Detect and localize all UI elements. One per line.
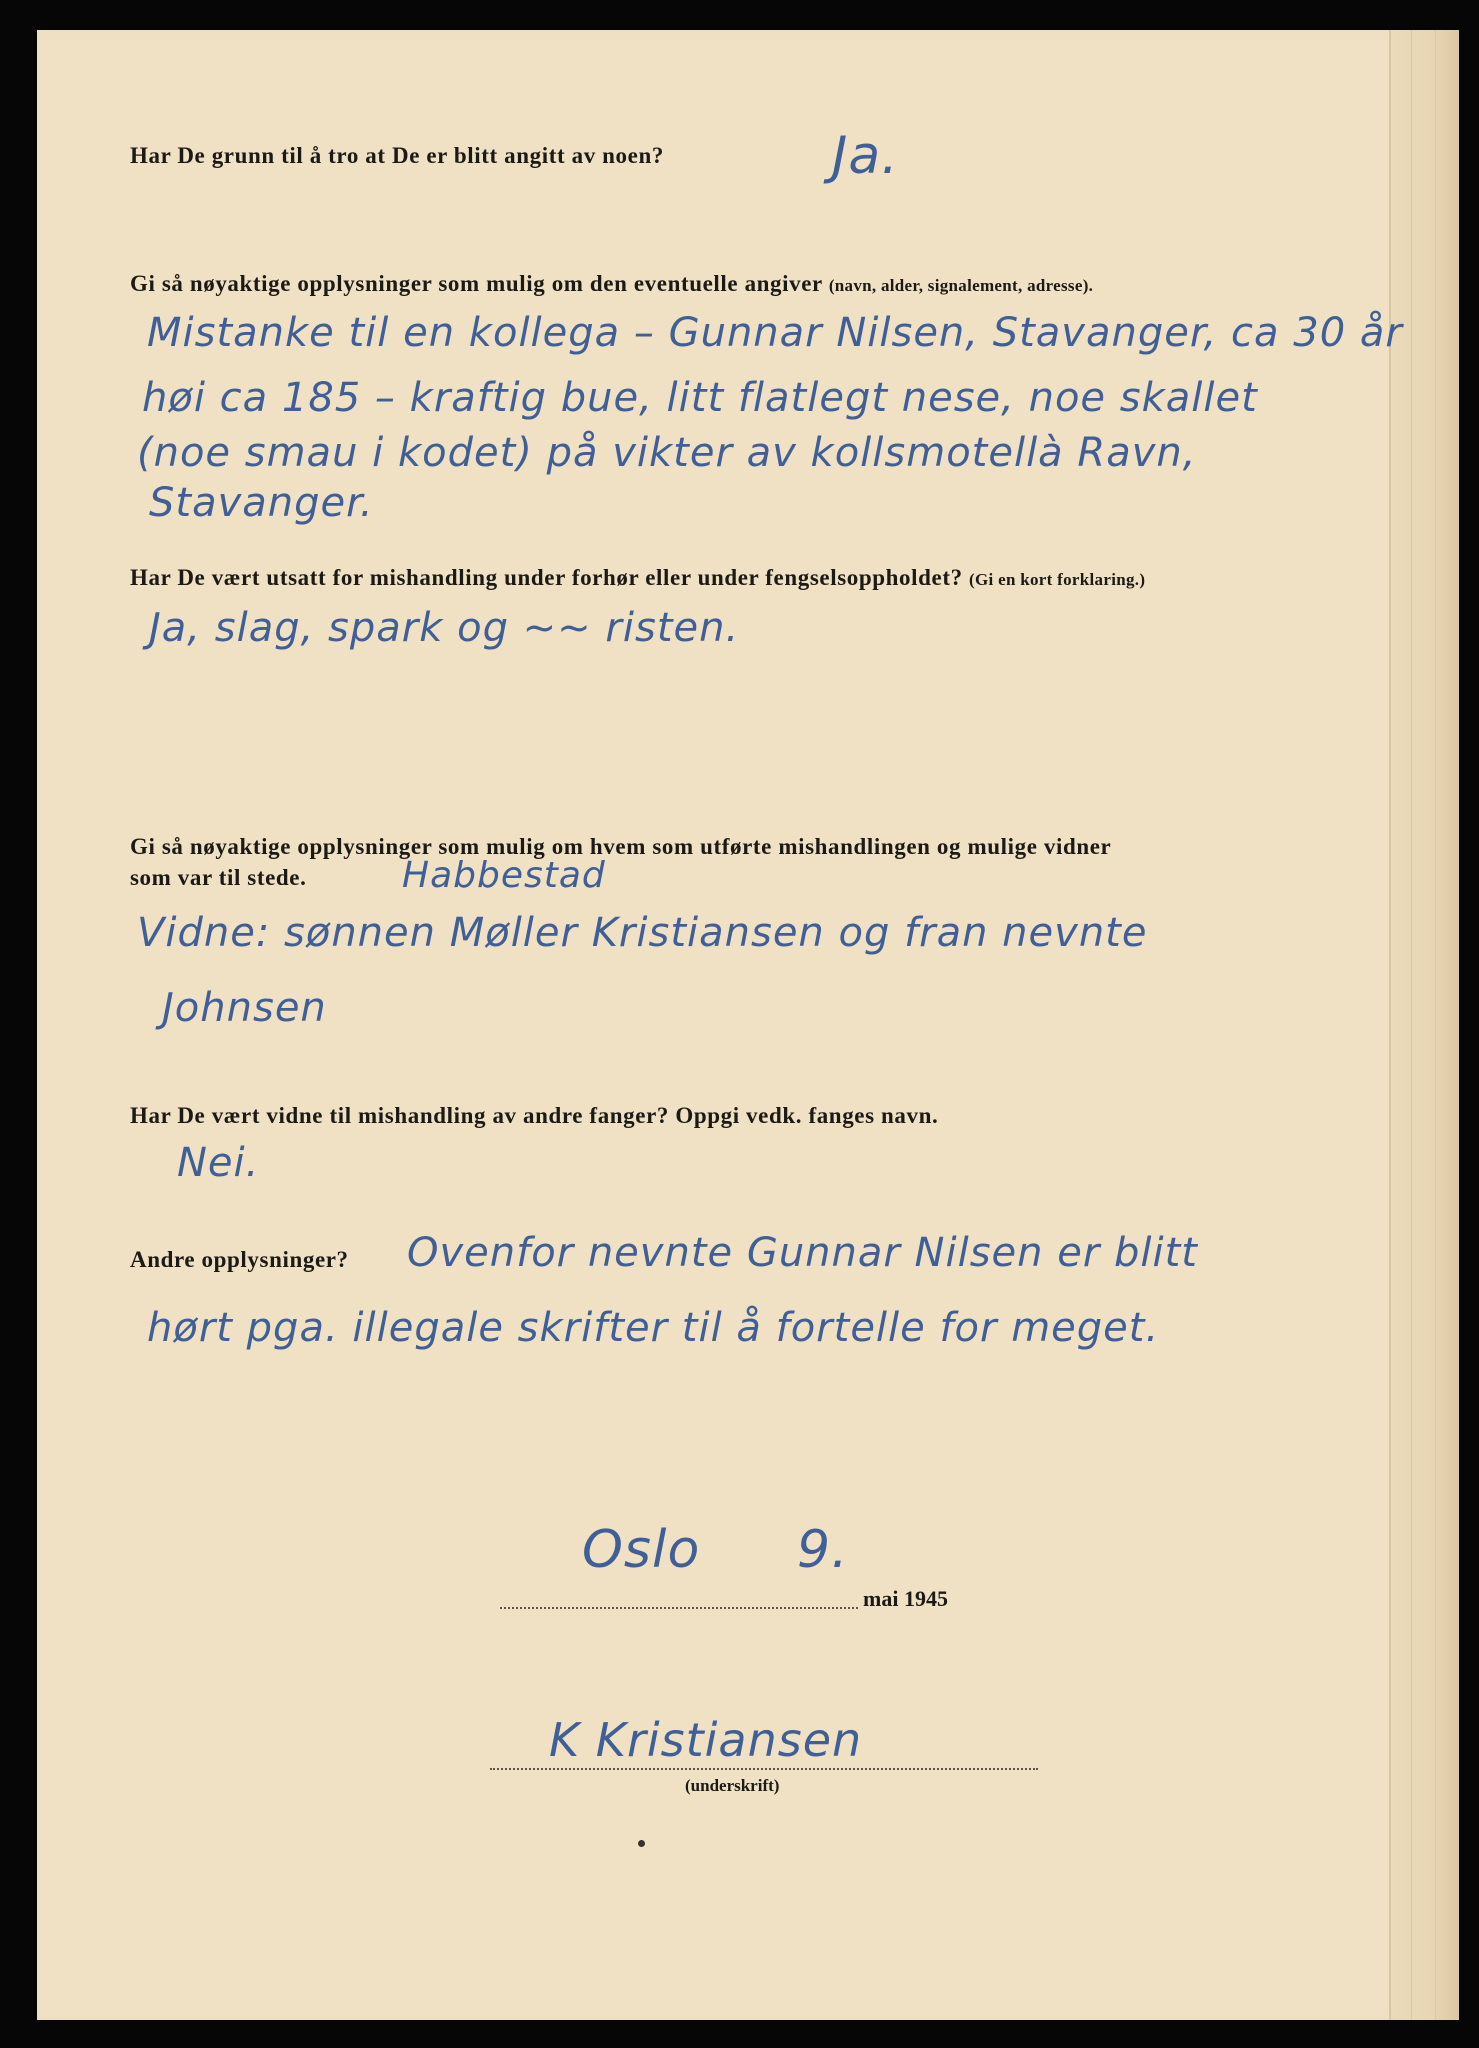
answer-perpetrators-insert: Habbestad — [402, 855, 606, 896]
answer-mistreatment: Ja, slag, spark og ~~ risten. — [149, 605, 740, 651]
date-dotted-line — [500, 1607, 858, 1609]
answer-witness: Nei. — [177, 1140, 260, 1186]
signature-dotted-line — [490, 1768, 1038, 1770]
answer-informant-line-3: (noe smau i kodet) på vikter av kollsmotellà Ravn, — [137, 430, 1197, 476]
answer-informant-line-2: høi ca 185 – kraftig bue, litt flatlegt nese, noe skallet — [142, 375, 1258, 421]
question-other-info: Andre opplysninger? — [130, 1247, 349, 1272]
ink-dot — [638, 1840, 645, 1847]
question-perpetrators-line-2: som var til stede. — [130, 865, 307, 890]
signature: K Kristiansen — [549, 1713, 863, 1767]
question-mistreatment: Har De vært utsatt for mishandling under forhør eller under fengselsoppholdet? (Gi en kort forklaring.) — [130, 565, 1146, 590]
signature-label: (underskrift) — [685, 1776, 780, 1795]
question-perpetrators: Gi så nøyaktige opplysninger som mulig om hvem som utførte mishandlingen og mulige vidner — [130, 834, 1112, 859]
answer-informant-line-1: Mistanke til en kollega – Gunnar Nilsen, Stavanger, ca 30 år — [147, 310, 1403, 356]
question-witness: Har De vært vidne til mishandling av andre fanger? Oppgi vedk. fanges navn. — [130, 1103, 939, 1128]
date-day: 9. — [797, 1520, 849, 1580]
answer-other-info-line-2: hørt pga. illegale skrifter til å fortelle for meget. — [147, 1305, 1160, 1351]
form-page — [37, 30, 1459, 2020]
date-printed: mai 1945 — [863, 1586, 948, 1611]
answer-denounced: Ja. — [832, 126, 899, 186]
answer-informant-line-4: Stavanger. — [149, 480, 374, 526]
date-place: Oslo — [582, 1520, 701, 1580]
question-denounced: Har De grunn til å tro at De er blitt angitt av noen? — [130, 143, 664, 168]
answer-other-info-line-1: Ovenfor nevnte Gunnar Nilsen er blitt — [407, 1230, 1198, 1276]
question-informant: Gi så nøyaktige opplysninger som mulig om den eventuelle angiver (navn, alder, signalement, adresse). — [130, 271, 1094, 296]
answer-perpetrators-line-2: Johnsen — [162, 985, 327, 1031]
answer-perpetrators-line-1: Vidne: sønnen Møller Kristiansen og fran nevnte — [137, 910, 1148, 956]
